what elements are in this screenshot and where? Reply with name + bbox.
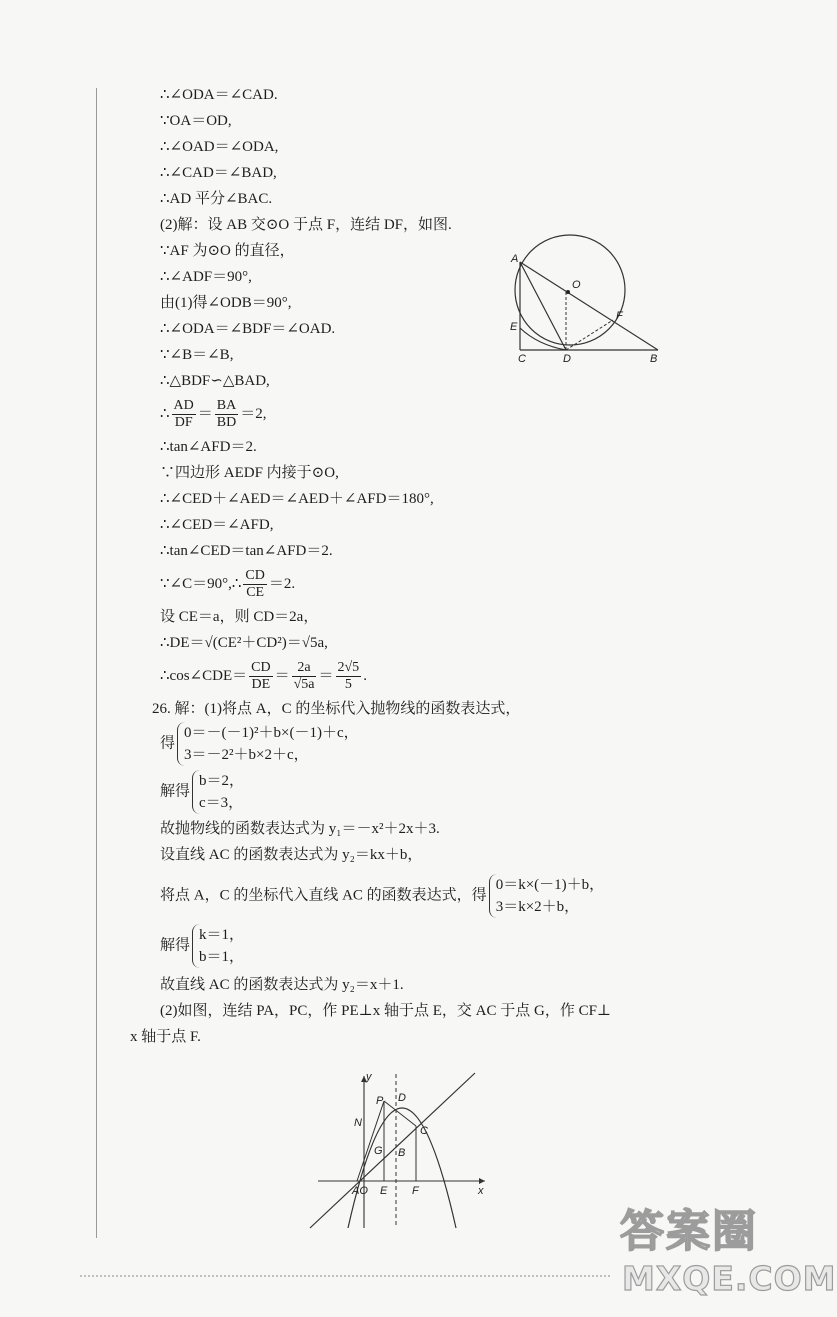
fraction: $\frac{CD}{CE}$	[245, 568, 265, 601]
x-axis-arrow	[479, 1178, 485, 1184]
svg-text:C: C	[518, 353, 526, 365]
svg-text:D: D	[563, 353, 571, 365]
text-line: (2)如图，连结 PA，PC，作 PE⊥x 轴于点 E，交 AC 于点 G，作 CF⊥	[160, 1003, 612, 1019]
svg-text:B: B	[398, 1147, 406, 1159]
text-line: ∵∠B＝∠B,	[160, 347, 234, 363]
text-line: ∴∠ODA＝∠BDF＝∠OAD.	[160, 321, 336, 337]
svg-text:A: A	[511, 253, 519, 265]
text-line: ∴tan∠CED＝tan∠AFD＝2.	[160, 543, 333, 559]
text-line: 设 CE＝a，则 CD＝2a，	[160, 609, 319, 625]
equation-system	[160, 874, 680, 914]
text-line: ∴∠ODA＝∠CAD.	[160, 87, 278, 103]
text-fragment: ＝	[274, 668, 290, 684]
text-fragment: ＝2,	[240, 406, 267, 422]
fraction: $\frac{2√5}{5}$	[337, 660, 360, 693]
fraction-line	[160, 394, 680, 434]
brace-system: 0＝－(－1)²＋b×(－1)＋c， 3＝－2²＋b×2＋c，	[177, 722, 359, 766]
text-fragment: .	[363, 668, 367, 684]
svg-text:G: G	[374, 1145, 383, 1157]
text-line: ∴△BDF∽△BAD,	[160, 373, 270, 389]
segment-pc	[384, 1101, 416, 1126]
svg-text:C: C	[420, 1125, 428, 1137]
equation-system	[160, 924, 680, 964]
brace-system: k＝1， b＝1，	[192, 924, 244, 968]
watermark-top-text: 答案圈	[620, 1206, 758, 1257]
fraction-line	[160, 564, 680, 604]
parabola-figure	[310, 1068, 495, 1233]
watermark-logo	[620, 1195, 837, 1305]
text-line: ∵OA＝OD,	[160, 113, 232, 129]
text-fragment: 将点 A，C 的坐标代入直线 AC 的函数表达式，得	[160, 887, 487, 904]
solution-text	[130, 82, 680, 1050]
svg-text:AO: AO	[352, 1185, 368, 1197]
circle-geometry-figure	[508, 250, 678, 365]
text-line: ∴∠CED＋∠AED＝∠AED＋∠AFD＝180°,	[160, 491, 434, 507]
segment-ad	[520, 262, 566, 350]
fraction: $\frac{CD}{DE}$	[251, 660, 271, 693]
svg-text:N: N	[354, 1117, 362, 1129]
text-line: ∵AF 为⊙O 的直径，	[160, 243, 295, 259]
text-line: ∴AD 平分∠BAC.	[160, 191, 273, 207]
fraction: $\frac{2a}{√5a}$	[293, 660, 315, 693]
text-fragment: ∴	[160, 406, 170, 422]
equation-system	[160, 770, 680, 810]
svg-text:E: E	[510, 321, 518, 333]
brace-system: 0＝k×(－1)＋b， 3＝k×2＋b，	[489, 874, 604, 918]
text-line: (2)解：设 AB 交⊙O 于点 F，连结 DF，如图.	[160, 217, 452, 233]
circle-o	[515, 235, 625, 345]
svg-text:F: F	[616, 310, 623, 322]
svg-text:x: x	[478, 1185, 484, 1197]
text-fragment: ＝	[318, 668, 334, 684]
fraction: $\frac{AD}{DF}$	[173, 398, 194, 431]
text-line: 故抛物线的函数表达式为 y₁＝－x²＋2x＋3.	[160, 821, 440, 837]
fraction: $\frac{BA}{BD}$	[216, 398, 237, 431]
fraction-line	[160, 656, 680, 696]
text-line: 由(1)得∠ODB＝90°,	[160, 295, 292, 311]
text-fragment: ∴cos∠CDE＝	[160, 668, 248, 684]
svg-text:E: E	[380, 1185, 388, 1197]
text-fragment: ∵∠C＝90°,∴	[160, 576, 242, 592]
text-line: x 轴于点 F.	[130, 1029, 201, 1045]
text-fragment: 解得	[160, 937, 191, 954]
text-fragment: 解得	[160, 783, 191, 800]
text-line: 设直线 AC 的函数表达式为 y₂＝kx＋b，	[160, 847, 423, 863]
svg-text:D: D	[398, 1092, 406, 1104]
svg-text:y: y	[366, 1071, 372, 1083]
bottom-dotted-rule	[80, 1275, 610, 1277]
center-point-o	[566, 290, 570, 294]
svg-text:O: O	[572, 279, 581, 291]
brace-system: b＝2， c＝3，	[192, 770, 244, 814]
text-fragment: 得	[160, 735, 176, 752]
svg-text:F: F	[412, 1185, 419, 1197]
problem-26-intro: 26. 解：(1)将点 A，C 的坐标代入抛物线的函数表达式，	[152, 701, 521, 717]
svg-text:P: P	[376, 1095, 384, 1107]
text-line: ∴tan∠AFD＝2.	[160, 439, 257, 455]
text-line: 故直线 AC 的函数表达式为 y₂＝x＋1.	[160, 977, 404, 993]
segment-pa	[357, 1101, 384, 1181]
text-line: ∴∠ADF＝90°,	[160, 269, 252, 285]
text-line: ∴∠CAD＝∠BAD,	[160, 165, 277, 181]
text-line: ∴∠OAD＝∠ODA,	[160, 139, 279, 155]
text-fragment: ＝	[197, 406, 213, 422]
text-fragment: ＝2.	[268, 576, 296, 592]
equation-system	[160, 722, 680, 762]
text-line: ∴∠CED＝∠AFD,	[160, 517, 274, 533]
watermark-url: MXQE.COM	[622, 1259, 837, 1298]
segment-ed	[520, 328, 566, 350]
text-line: ∵四边形 AEDF 内接于⊙O,	[160, 465, 339, 481]
margin-line	[96, 88, 97, 1238]
text-line: ∴DE＝√(CE²＋CD²)＝√5a,	[160, 635, 328, 651]
svg-text:B: B	[650, 353, 658, 365]
